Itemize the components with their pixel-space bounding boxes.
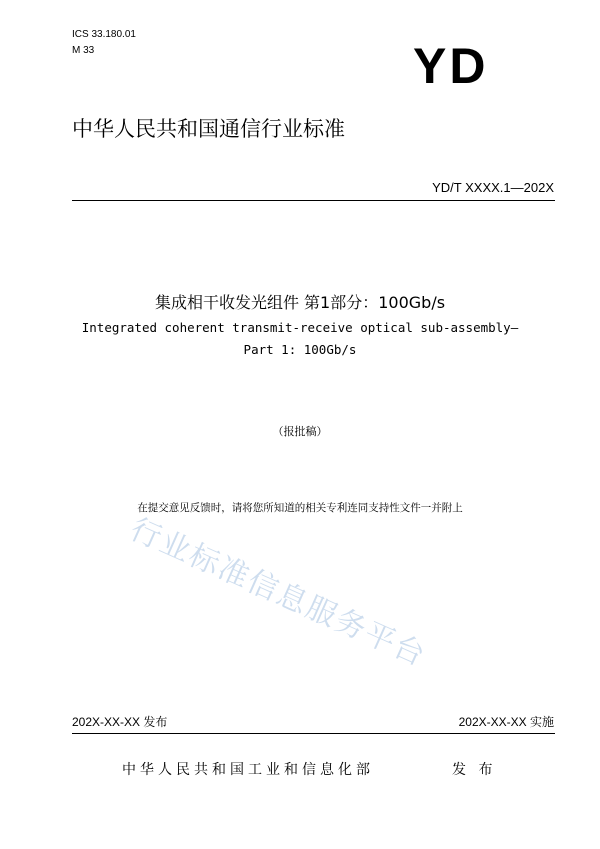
ccs-code: M 33 — [72, 45, 95, 56]
document-title-cn: 集成相干收发光组件 第1部分：100Gb/s — [154, 293, 446, 312]
top-divider — [72, 200, 555, 201]
ics-code: ICS 33.180.01 — [72, 29, 136, 40]
standard-category-title: 中华人民共和国通信行业标准 — [72, 118, 345, 141]
issuing-authority: 中华人民共和国工业和信息化部 — [122, 762, 374, 778]
draft-stage: （报批稿） — [272, 425, 328, 438]
issuing-label: 发 布 — [452, 762, 497, 778]
bottom-divider — [72, 733, 555, 734]
document-title-en-line1: Integrated coherent transmit-receive optical sub-assembly— — [81, 320, 519, 335]
publish-date: 202X-XX-XX 发布 — [72, 715, 168, 729]
implement-date: 202X-XX-XX 实施 — [458, 715, 554, 729]
yd-logo: YD — [413, 38, 489, 94]
standard-code: YD/T XXXX.1—202X — [432, 180, 554, 195]
document-title-en-line2: Part 1: 100Gb/s — [243, 342, 357, 357]
watermark: 行业标准信息服务平台 — [124, 511, 432, 674]
patent-notice: 在提交意见反馈时，请将您所知道的相关专利连同支持性文件一并附上 — [137, 502, 463, 514]
